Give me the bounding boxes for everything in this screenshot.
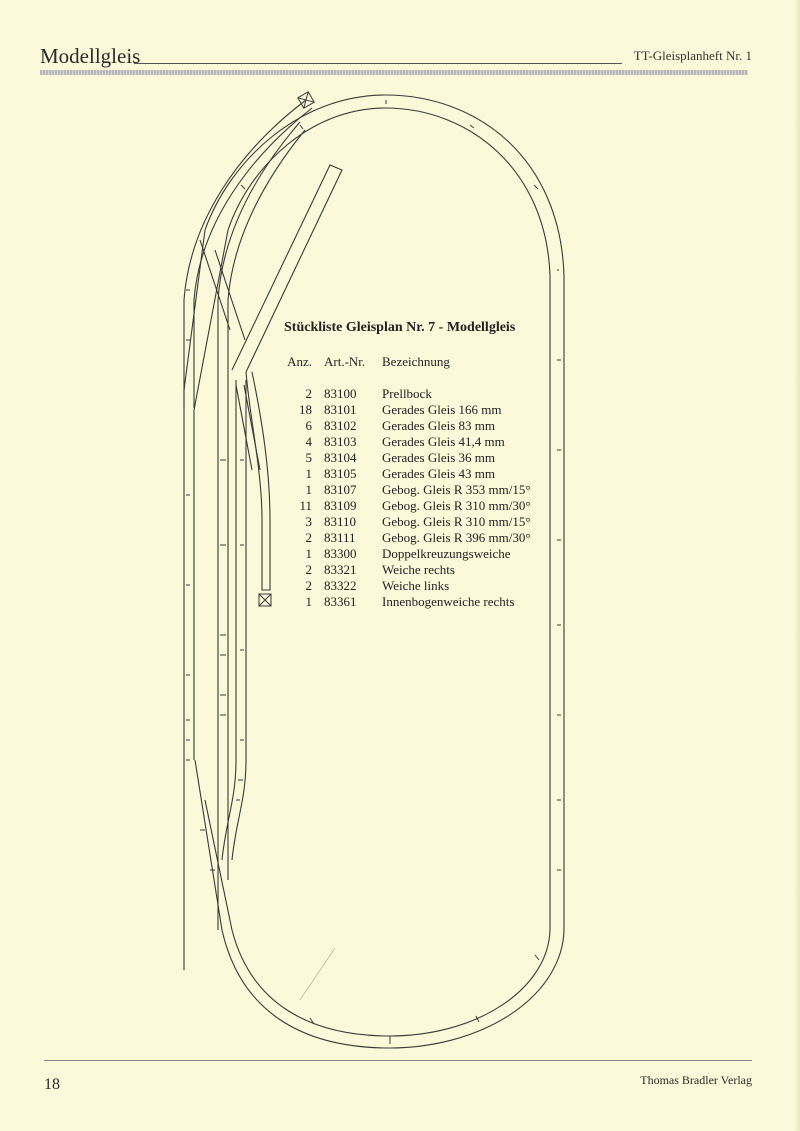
table-row — [284, 546, 531, 562]
cell-art: 83100 — [324, 386, 357, 401]
cell-desc: Innenbogenweiche rechts — [382, 594, 515, 609]
cell-desc: Gerades Gleis 43 mm — [382, 466, 496, 481]
table-row — [284, 498, 531, 514]
cell-art: 83110 — [324, 514, 357, 529]
cell-art: 83101 — [324, 402, 357, 417]
parts-table-header — [284, 354, 531, 386]
cell-qty: 18 — [299, 402, 312, 417]
cell-desc: Gerades Gleis 36 mm — [382, 450, 496, 465]
cell-qty: 3 — [305, 514, 312, 529]
inner-connector — [222, 380, 246, 860]
table-row — [284, 450, 531, 466]
column-header-desc: Bezeichnung — [382, 354, 450, 369]
cell-desc: Gebog. Gleis R 353 mm/15° — [382, 482, 531, 497]
column-header-qty: Anz. — [287, 354, 312, 369]
parts-table — [284, 354, 531, 610]
cell-art: 83105 — [324, 466, 357, 481]
crossover — [200, 240, 260, 470]
cell-qty: 2 — [305, 386, 312, 401]
cell-desc: Gebog. Gleis R 396 mm/30° — [382, 530, 531, 545]
cell-art: 83109 — [324, 498, 357, 513]
publisher: Thomas Bradler Verlag — [640, 1073, 752, 1087]
header-series-title: TT-Gleisplanheft Nr. 1 — [633, 48, 752, 63]
header-title: Modellgleis — [40, 44, 141, 68]
cell-qty: 4 — [305, 434, 312, 449]
pencil-mark — [300, 948, 335, 1000]
right-siding — [246, 372, 270, 590]
cell-desc: Gerades Gleis 41,4 mm — [382, 434, 505, 449]
table-row — [284, 482, 531, 498]
page-number: 18 — [44, 1076, 60, 1093]
table-row — [284, 530, 531, 546]
cell-qty: 2 — [305, 530, 312, 545]
table-row — [284, 418, 531, 434]
table-row — [284, 578, 531, 594]
table-row — [284, 594, 531, 610]
cell-art: 83107 — [324, 482, 357, 497]
table-row — [284, 402, 531, 418]
cell-art: 83102 — [324, 418, 357, 433]
cell-art: 83321 — [324, 562, 357, 577]
table-row — [284, 562, 531, 578]
parts-list — [284, 320, 531, 610]
cell-desc: Weiche rechts — [382, 562, 455, 577]
column-header-art: Art.-Nr. — [324, 354, 366, 369]
table-row — [284, 386, 531, 402]
cell-art: 83111 — [324, 530, 356, 545]
footer-rule — [44, 1060, 752, 1061]
cell-qty: 1 — [305, 466, 312, 481]
cell-art: 83104 — [324, 450, 357, 465]
cell-art: 83361 — [324, 594, 357, 609]
cell-qty: 11 — [299, 498, 312, 513]
cell-desc: Gebog. Gleis R 310 mm/30° — [382, 498, 531, 513]
cell-qty: 1 — [305, 546, 312, 561]
cell-art: 83322 — [324, 578, 357, 593]
cell-qty: 1 — [305, 594, 312, 609]
cell-desc: Prellbock — [382, 386, 432, 401]
cell-qty: 1 — [305, 482, 312, 497]
cell-desc: Weiche links — [382, 578, 450, 593]
cell-qty: 2 — [305, 578, 312, 593]
cell-qty: 5 — [305, 450, 312, 465]
table-row — [284, 434, 531, 450]
cell-qty: 2 — [305, 562, 312, 577]
parts-list-title: Stückliste Gleisplan Nr. 7 - Modellgleis — [284, 320, 516, 335]
cell-art: 83103 — [324, 434, 357, 449]
table-row — [284, 514, 531, 530]
cell-desc: Gerades Gleis 83 mm — [382, 418, 496, 433]
cell-art: 83300 — [324, 546, 357, 561]
cell-qty: 6 — [305, 418, 312, 433]
cell-desc: Doppelkreuzungsweiche — [382, 546, 511, 561]
cell-desc: Gebog. Gleis R 310 mm/15° — [382, 514, 531, 529]
table-row — [284, 466, 531, 482]
cell-desc: Gerades Gleis 166 mm — [382, 402, 502, 417]
